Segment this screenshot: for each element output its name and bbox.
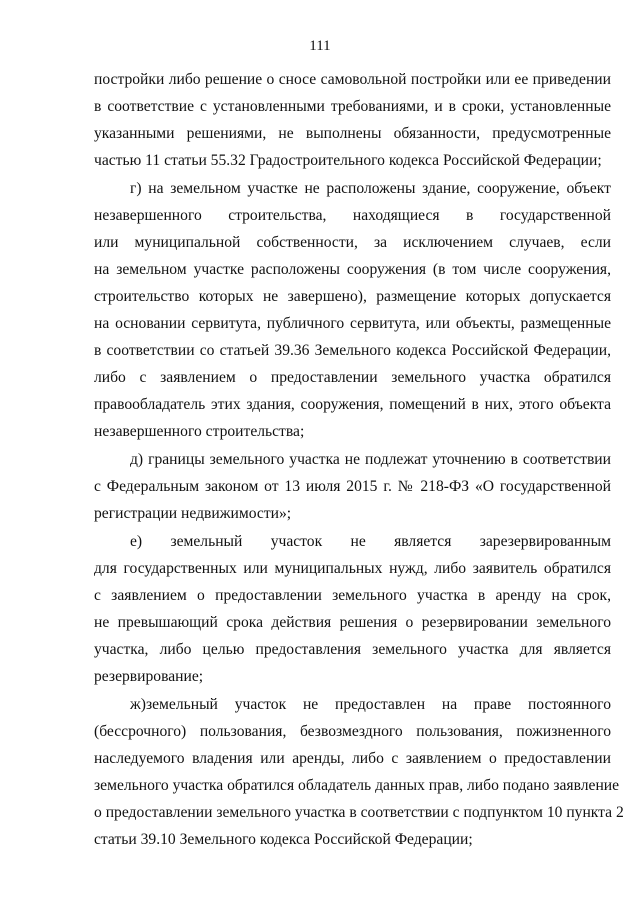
- text-line: постройки либо решение о сносе самовольной постройки или ее приведении: [94, 71, 611, 88]
- text-line: (бессрочного) пользования, безвозмездного пользования, пожизненного: [94, 723, 611, 740]
- text-line: земельного участка обратился обладатель данных прав, либо подано заявление: [94, 777, 620, 794]
- text-line: ж)земельный участок не предоставлен на праве постоянного: [130, 696, 611, 713]
- text-line: для государственных или муниципальных нужд, либо заявитель обратился: [94, 560, 611, 577]
- text-line: либо с заявлением о предоставлении земельного участка обратился: [94, 369, 611, 386]
- text-line: строительство которых не завершено), размещение которых допускается: [94, 288, 611, 305]
- text-line: д) границы земельного участка не подлежат уточнению в соответствии: [130, 451, 611, 468]
- text-line: на основании сервитута, публичного сервитута, или объекты, размещенные: [94, 315, 611, 332]
- text-line: частью 11 статьи 55.32 Градостроительного кодекса Российской Федерации;: [94, 152, 602, 169]
- text-line: незавершенного строительства, находящиеся в государственной: [94, 207, 611, 224]
- page-number: 111: [309, 38, 331, 54]
- text-line: регистрации недвижимости»;: [94, 505, 292, 522]
- text-line: с Федеральным законом от 13 июля 2015 г. № 218-ФЗ «О государственной: [94, 478, 611, 495]
- text-line: о предоставлении земельного участка в соответствии с подпунктом 10 пункта 2: [94, 804, 624, 821]
- text-line: участка, либо целью предоставления земельного участка для является: [94, 641, 611, 658]
- text-line: или муниципальной собственности, за исключением случаев, если: [94, 234, 611, 251]
- text-line: в соответствие с установленными требованиями, и в сроки, установленные: [94, 98, 611, 115]
- text-line: в соответствии со статьей 39.36 Земельного кодекса Российской Федерации,: [94, 342, 611, 359]
- text-line: г) на земельном участке не расположены здание, сооружение, объект: [130, 180, 611, 197]
- text-line: правообладатель этих здания, сооружения, помещений в них, этого объекта: [94, 396, 611, 413]
- text-line: резервирование;: [94, 668, 204, 685]
- text-line: наследуемого владения или аренды, либо с заявлением о предоставлении: [94, 750, 611, 767]
- text-line: незавершенного строительства;: [94, 423, 305, 440]
- text-line: е) земельный участок не является зарезервированным: [130, 533, 611, 550]
- text-line: указанными решениями, не выполнены обязанности, предусмотренные: [94, 125, 611, 142]
- text-line: не превышающий срока действия решения о резервировании земельного: [94, 614, 611, 631]
- text-line: статьи 39.10 Земельного кодекса Российской Федерации;: [94, 831, 473, 848]
- text-line: с заявлением о предоставлении земельного участка в аренду на срок,: [94, 587, 611, 604]
- text-line: на земельном участке расположены сооружения (в том числе сооружения,: [94, 261, 611, 278]
